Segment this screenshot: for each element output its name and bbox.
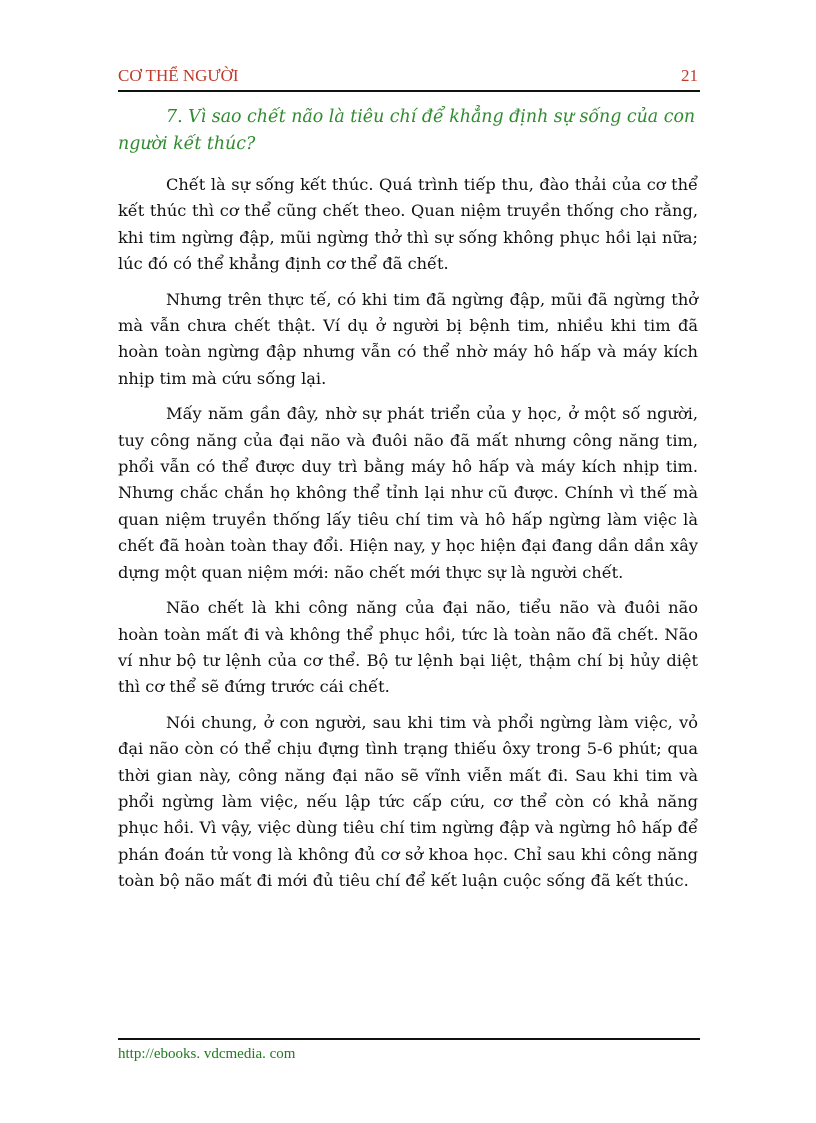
header-divider — [118, 90, 700, 92]
paragraph-5: Nói chung, ở con người, sau khi tim và phổi ngừng làm việc, vỏ đại não còn có thể chịu đựng tình trạng thiếu ôxy trong 5-6 phút; qua thời gian này, công năng đại não sẽ vĩnh viễn mất đi. Sau khi tim và phổi ngừng làm việc, nếu lập tức cấp cứu, cơ thể còn có khả năng phục hồi. Vì vậy, việc dùng tiêu chí tim ngừng đập và ngừng hô hấp để phán đoán tử vong là không đủ cơ sở khoa học. Chỉ sau khi công năng toàn bộ não mất đi mới đủ tiêu chí để kết luận cuộc sống đã kết thúc. — [118, 712, 698, 891]
paragraph-1: Chết là sự sống kết thúc. Quá trình tiếp thu, đào thải của cơ thể kết thúc thì cơ thể cũng chết theo. Quan niệm truyền thống cho rằng, khi tim ngừng đập, mũi ngừng thở thì sự sống không phục hồi lại nữa; lúc đó có thể khẳng định cơ thể đã chết. — [118, 175, 698, 274]
book-title: CƠ THỂ NGƯỜI — [118, 66, 239, 85]
footer-link[interactable]: http://ebooks. vdcmedia. com — [118, 1046, 296, 1062]
footer-divider — [118, 1038, 700, 1040]
paragraph-2: Nhưng trên thực tế, có khi tim đã ngừng đập, mũi đã ngừng thở mà vẫn chưa chết thật. Ví dụ ở người bị bệnh tim, nhiều khi tim đã hoàn toàn ngừng đập nhưng vẫn có thể nhờ máy hô hấp và máy kích nhịp tim mà cứu sống lại. — [118, 289, 698, 388]
paragraph-3: Mấy năm gần đây, nhờ sự phát triển của y học, ở một số người, tuy công năng của đại não và đuôi não đã mất nhưng công năng tim, phổi vẫn có thể được duy trì bằng máy hô hấp và máy kích nhịp tim. Nhưng chắc chắn họ không thể tỉnh lại như cũ được. Chính vì thế mà quan niệm truyền thống lấy tiêu chí tim và hô hấp ngừng làm việc là chết đã hoàn toàn thay đổi. Hiện nay, y học hiện đại đang dần dần xây dựng một quan niệm mới: não chết mới thực sự là người chết. — [118, 404, 698, 582]
paragraph-4: Não chết là khi công năng của đại não, tiểu não và đuôi não hoàn toàn mất đi và không thể phục hồi, tức là toàn não đã chết. Não ví như bộ tư lệnh của cơ thể. Bộ tư lệnh bại liệt, thậm chí bị hủy diệt thì cơ thể sẽ đứng trước cái chết. — [118, 598, 698, 697]
running-header — [118, 64, 698, 86]
page-number: 21 — [681, 66, 698, 85]
page-content — [118, 104, 698, 904]
section-question-heading: 7. Vì sao chết não là tiêu chí để khẳng định sự sống của con người kết thúc? — [118, 107, 696, 154]
